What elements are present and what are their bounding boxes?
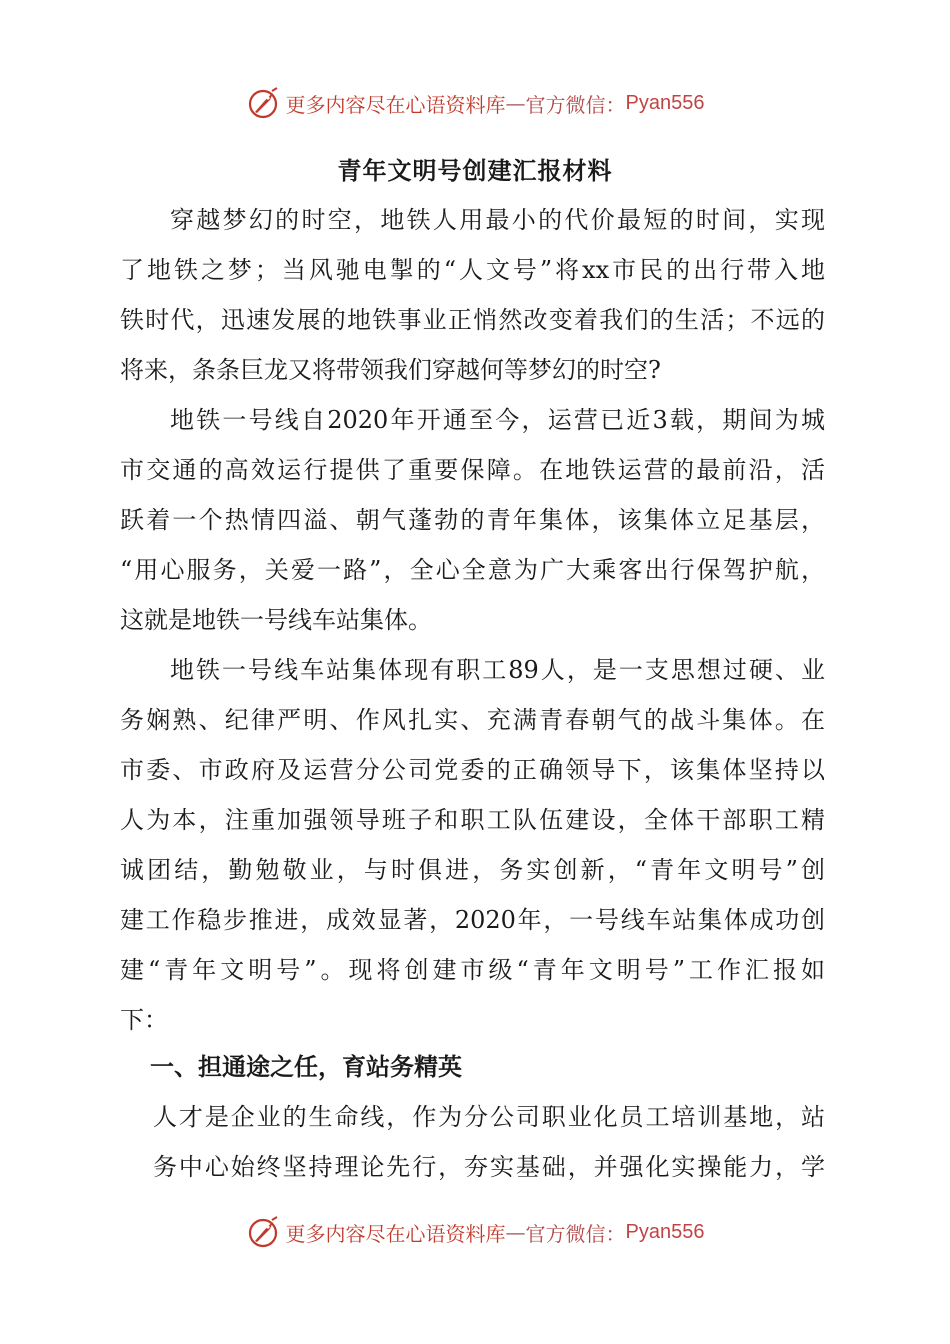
paragraph-4-line: 务中心始终坚持理论先行，夯实基础，并强化实操能力，学 xyxy=(153,1153,825,1181)
paragraph-1-line: 将来，条条巨龙又将带领我们穿越何等梦幻的时空? xyxy=(120,356,661,384)
watermark-brand: 更多内容尽在心语资料库 xyxy=(285,1221,506,1246)
watermark-separator: — xyxy=(505,1220,526,1244)
document-title: 青年文明号创建汇报材料 xyxy=(337,156,613,185)
paragraph-1-line: 穿越梦幻的时空，地铁人用最小的代价最短的时间，实现 xyxy=(170,206,825,234)
watermark-label: 官方微信： xyxy=(525,92,626,117)
watermark-footer xyxy=(0,1212,950,1252)
pen-nib-logo-icon xyxy=(246,1214,282,1250)
paragraph-3-line: 诚团结，勤勉敬业，与时俱进，务实创新，“青年文明号”创 xyxy=(120,856,825,884)
paragraph-2-line: 这就是地铁一号线车站集体。 xyxy=(120,606,432,634)
paragraph-4-line: 人才是企业的生命线，作为分公司职业化员工培训基地，站 xyxy=(153,1103,825,1131)
paragraph-2-line: 地铁一号线自2020年开通至今，运营已近3载，期间为城 xyxy=(170,406,825,434)
paragraph-3-line: 务娴熟、纪律严明、作风扎实、充满青春朝气的战斗集体。在 xyxy=(120,706,825,734)
paragraph-3-line: 人为本，注重加强领导班子和职工队伍建设，全体干部职工精 xyxy=(120,806,825,834)
watermark-brand: 更多内容尽在心语资料库 xyxy=(285,92,506,117)
paragraph-2-line: 跃着一个热情四溢、朝气蓬勃的青年集体，该集体立足基层， xyxy=(120,506,825,534)
pen-nib-logo-icon xyxy=(246,85,282,121)
watermark-separator: — xyxy=(505,91,526,115)
watermark-label: 官方微信： xyxy=(525,1221,626,1246)
paragraph-3-line: 建工作稳步推进，成效显著，2020年，一号线车站集体成功创 xyxy=(120,906,825,934)
watermark-id: Pyan556 xyxy=(625,91,705,114)
paragraph-3-line: 下： xyxy=(120,1006,168,1034)
watermark-header xyxy=(0,83,950,123)
paragraph-1-line: 铁时代，迅速发展的地铁事业正悄然改变着我们的生活；不远的 xyxy=(120,306,825,334)
paragraph-2-line: 市交通的高效运行提供了重要保障。在地铁运营的最前沿，活 xyxy=(120,456,825,484)
section-1-heading: 一、担通途之任，育站务精英 xyxy=(150,1052,462,1081)
paragraph-3-line: 市委、市政府及运营分公司党委的正确领导下，该集体坚持以 xyxy=(120,756,825,784)
watermark-id: Pyan556 xyxy=(625,1220,705,1243)
paragraph-3-line: 建“青年文明号”。现将创建市级“青年文明号”工作汇报如 xyxy=(120,956,825,984)
paragraph-2-line: “用心服务，关爱一路”，全心全意为广大乘客出行保驾护航， xyxy=(120,556,825,584)
paragraph-3-line: 地铁一号线车站集体现有职工89人，是一支思想过硬、业 xyxy=(170,656,825,684)
paragraph-1-line: 了地铁之梦；当风驰电掣的“人文号”将xx市民的出行带入地 xyxy=(120,256,825,284)
